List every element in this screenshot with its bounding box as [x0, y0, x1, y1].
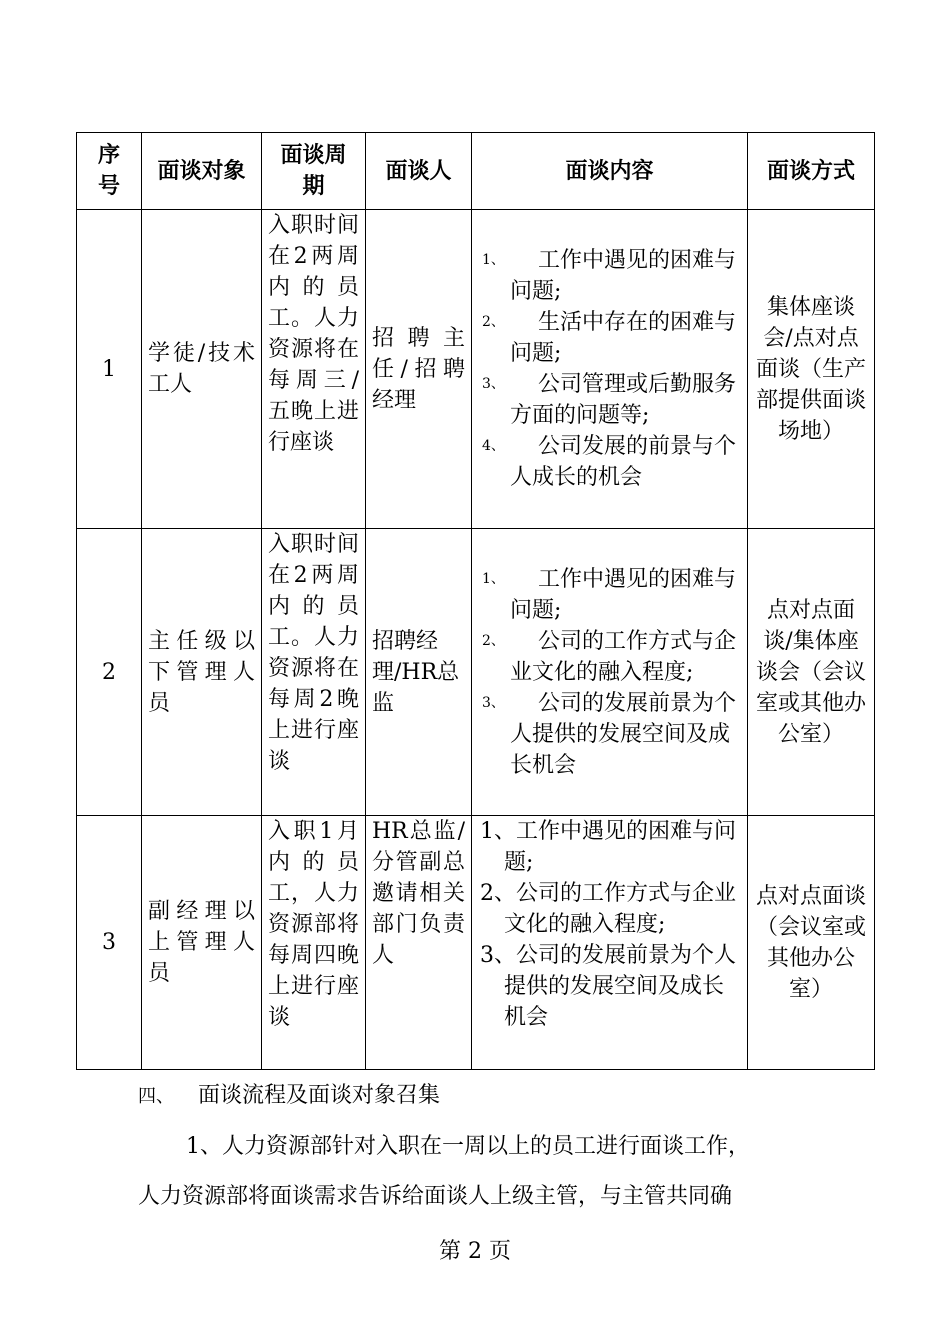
row-period: 入职时间在2两周内的员工。人力资源将在每周三/五晚上进行座谈: [262, 210, 366, 529]
row-interviewer: 招聘主任/招聘经理: [366, 210, 472, 529]
row-target: 学徒/技术工人: [142, 210, 262, 529]
row-interviewer: HR总监/分管副总邀请相关部门负责人: [366, 816, 472, 1070]
section-marker: 四、: [138, 1086, 174, 1107]
header-target: 面谈对象: [142, 133, 262, 210]
row-seq: 1: [77, 210, 142, 529]
row-seq: 2: [77, 529, 142, 816]
list-item: 4、 公司发展的前景与个人成长的机会: [482, 434, 737, 490]
list-item: 2、公司的工作方式与企业文化的融入程度;: [480, 881, 737, 937]
row-target: 副经理以上管理人员: [142, 816, 262, 1070]
interview-table: [76, 132, 875, 1070]
row-method: 点对点面谈（会议室或其他办公室）: [748, 816, 875, 1070]
paragraph-line-2: 人力资源部将面谈需求告诉给面谈人上级主管，与主管共同确: [138, 1184, 733, 1209]
row-seq: 3: [77, 816, 142, 1070]
table-row: [77, 210, 875, 529]
list-item: 1、 工作中遇见的困难与问题;: [482, 248, 737, 304]
section-heading: [138, 1080, 440, 1113]
row-period: 入职时间在2两周内的员工。人力资源将在每周2晚上进行座谈: [262, 529, 366, 816]
header-method: 面谈方式: [748, 133, 875, 210]
list-item: 1、工作中遇见的困难与问题;: [480, 819, 737, 875]
row-content: [472, 816, 748, 1070]
paragraph-line-1: 1、人力资源部针对入职在一周以上的员工进行面谈工作，: [186, 1134, 750, 1159]
row-content: [472, 210, 748, 529]
table-row: [77, 529, 875, 816]
table-header-row: [77, 133, 875, 210]
header-content: 面谈内容: [472, 133, 748, 210]
header-seq: 序 号: [77, 133, 142, 210]
list-item: 3、公司的发展前景为个人提供的发展空间及成长机会: [480, 943, 737, 1030]
list-item: 3、 公司的发展前景为个人提供的发展空间及成长机会: [482, 690, 737, 778]
row-content: [472, 529, 748, 816]
row-target: 主任级以下管理人员: [142, 529, 262, 816]
list-item: 3、 公司管理或后勤服务方面的问题等;: [482, 372, 737, 428]
row-period: 入职1月内的员工，人力资源部将每周四晚上进行座谈: [262, 816, 366, 1070]
header-interviewer: 面谈人: [366, 133, 472, 210]
header-period: 面谈周 期: [262, 133, 366, 210]
row-method: 集体座谈会/点对点面谈（生产部提供面谈场地）: [748, 210, 875, 529]
page-number: 第 2 页: [439, 1239, 511, 1264]
list-item: 2、 生活中存在的困难与问题;: [482, 310, 737, 366]
list-item: 1、 工作中遇见的困难与问题;: [482, 566, 737, 623]
section-title: 面谈流程及面谈对象召集: [198, 1083, 441, 1108]
row-interviewer: 招聘经理/HR总监: [366, 529, 472, 816]
row-method: 点对点面谈/集体座谈会（会议室或其他办公室）: [748, 529, 875, 816]
list-item: 2、 公司的工作方式与企业文化的融入程度;: [482, 628, 737, 685]
table-row: [77, 816, 875, 1070]
